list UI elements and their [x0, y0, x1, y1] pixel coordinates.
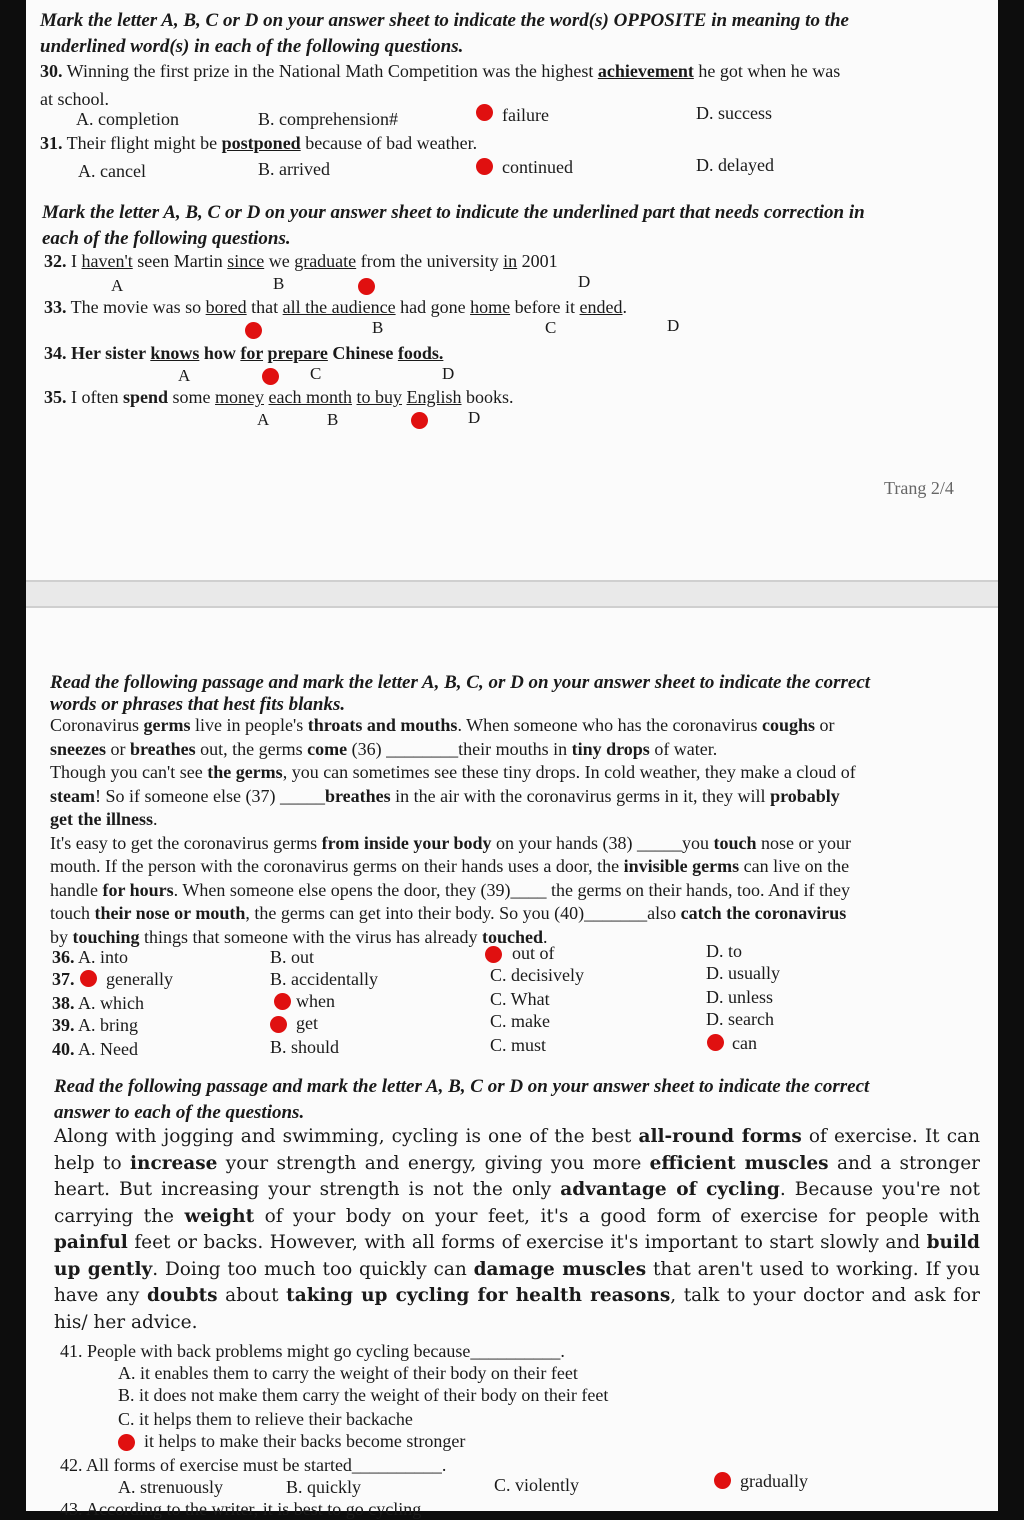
answer-marker-dot	[707, 1034, 724, 1051]
q35-letter-b: B	[327, 410, 339, 429]
q31-option-a[interactable]: A. cancel	[78, 161, 146, 181]
q34-letter-c: C	[310, 364, 322, 383]
q36-option-b[interactable]: B. out	[270, 947, 315, 967]
q38-option-d[interactable]: D. unless	[706, 987, 773, 1007]
question-31: 31. Their flight might be postponed because of bad weather.	[40, 133, 478, 153]
q34-letter-d: D	[442, 364, 455, 383]
q39-option-d[interactable]: D. search	[706, 1009, 774, 1029]
q37-option-b[interactable]: B. accidentally	[270, 969, 378, 989]
passage-line: handle for hours. When someone else opens the door, they (39)____ the germs on their hands, too. And if they	[50, 879, 850, 900]
question-42: 42. All forms of exercise must be started__________.	[60, 1455, 447, 1475]
q42-option-c[interactable]: C. violently	[494, 1475, 579, 1495]
answer-marker-dot	[476, 158, 493, 175]
answer-marker-dot	[80, 970, 97, 987]
q36-option-c[interactable]: out of	[512, 943, 555, 963]
answer-marker-dot	[485, 946, 502, 963]
passage-line: get the illness.	[50, 809, 158, 829]
q40-option-d[interactable]: can	[732, 1033, 757, 1053]
q42-option-b[interactable]: B. quickly	[286, 1477, 361, 1497]
answer-marker-dot	[274, 993, 291, 1010]
passage-line: sneezes or breathes out, the germs come (36) ________their mouths in tiny drops of water.	[50, 738, 718, 759]
q41-option-b[interactable]: B. it does not make them carry the weight of their body on their feet	[118, 1385, 609, 1405]
q30-option-c[interactable]: failure	[502, 105, 549, 125]
answer-marker-dot	[262, 368, 279, 385]
q38-option-b[interactable]: when	[296, 991, 335, 1011]
q33-letter-c: C	[545, 318, 557, 337]
q35-letter-d: D	[468, 408, 481, 427]
q41-option-d[interactable]: it helps to make their backs become stronger	[144, 1431, 466, 1451]
passage-line: mouth. If the person with the coronavirus germs on their hands uses a door, the invisible germs can live on the	[50, 856, 850, 876]
q37-option-a[interactable]: generally	[106, 969, 173, 989]
question-43-partial: 43. According to the writer, it is best to go cycling	[60, 1499, 422, 1519]
q31-option-b[interactable]: B. arrived	[258, 159, 330, 179]
q39-number-option-a[interactable]: 39. A. bring	[52, 1015, 139, 1035]
section1-instruction: Mark the letter A, B, C or D on your answer sheet to indicate the word(s) OPPOSITE in meaning to the	[40, 10, 849, 31]
question-32: 32. I haven't seen Martin since we graduate from the university in 2001	[44, 251, 558, 271]
q30-option-a[interactable]: A. completion	[76, 109, 179, 129]
q30-option-d[interactable]: D. success	[696, 103, 772, 123]
answer-marker-dot	[476, 104, 493, 121]
q32-letter-a: A	[111, 276, 124, 295]
section4-instruction: Read the following passage and mark the letter A, B, C or D on your answer sheet to indicate the correct	[54, 1076, 870, 1097]
exam-page-1	[26, 0, 998, 580]
q39-option-c[interactable]: C. make	[490, 1011, 550, 1031]
q36-option-d[interactable]: D. to	[706, 941, 742, 961]
question-33: 33. The movie was so bored that all the audience had gone home before it ended.	[44, 297, 628, 317]
q34-letter-a: A	[178, 366, 191, 385]
passage-line: It's easy to get the coronavirus germs from inside your body on your hands (38) _____you touch nose or your	[50, 832, 852, 853]
q37-option-c[interactable]: C. decisively	[490, 965, 584, 985]
section3-instruction: Read the following passage and mark the letter A, B, C, or D on your answer sheet to indicate the correct	[50, 672, 871, 693]
passage-line: steam! So if someone else (37) _____breathes in the air with the coronavirus germs in it, they will probably	[50, 785, 840, 806]
q31-option-d[interactable]: D. delayed	[696, 155, 774, 175]
page-separator	[26, 580, 998, 608]
q33-letter-d: D	[667, 316, 680, 335]
q42-option-d[interactable]: gradually	[740, 1471, 808, 1491]
section2-instruction: Mark the letter A, B, C or D on your answer sheet to indicute the underlined part that needs correction in	[42, 202, 865, 223]
passage-line: Coronavirus germs live in people's throats and mouths. When someone who has the coronavirus coughs or	[50, 715, 835, 735]
answer-marker-dot	[358, 278, 375, 295]
q32-letter-b: B	[273, 274, 285, 293]
question-34: 34. Her sister knows how for prepare Chinese foods.	[44, 343, 444, 363]
answer-marker-dot	[245, 322, 262, 339]
question-30: 30. Winning the first prize in the National Math Competition was the highest achievement he got when he was	[40, 61, 841, 81]
q33-letter-b: B	[372, 318, 384, 337]
section1-instruction-line2: underlined word(s) in each of the following questions.	[40, 36, 464, 57]
q42-option-a[interactable]: A. strenuously	[118, 1477, 223, 1497]
q41-option-a[interactable]: A. it enables them to carry the weight of their body on their feet	[118, 1363, 578, 1383]
q38-number-option-a[interactable]: 38. A. which	[52, 993, 145, 1013]
q31-option-c[interactable]: continued	[502, 157, 573, 177]
q40-option-b[interactable]: B. should	[270, 1037, 340, 1057]
passage-line: Though you can't see the germs, you can sometimes see these tiny drops. In cold weather, they make a cloud of	[50, 762, 856, 782]
q39-option-b[interactable]: get	[296, 1013, 318, 1033]
answer-marker-dot	[270, 1016, 287, 1033]
section4-instruction-line2: answer to each of the questions.	[54, 1102, 305, 1123]
section3-instruction-line2: words or phrases that hest fits blanks.	[50, 694, 346, 715]
answer-marker-dot	[411, 412, 428, 429]
question-41: 41. People with back problems might go cycling because__________.	[60, 1341, 565, 1361]
q41-option-c[interactable]: C. it helps them to relieve their backache	[118, 1409, 413, 1429]
q36-number-option-a[interactable]: 36. A. into	[52, 947, 129, 967]
q35-letter-a: A	[257, 410, 270, 429]
passage-line: touch their nose or mouth, the germs can get into their body. So you (40)_______also catch the coronavirus	[50, 903, 847, 923]
q37-number: 37.	[52, 969, 75, 989]
q38-option-c[interactable]: C. What	[490, 989, 550, 1009]
page-number: Trang 2/4	[884, 478, 954, 498]
q37-option-d[interactable]: D. usually	[706, 963, 780, 983]
section2-instruction-line2: each of the following questions.	[42, 228, 291, 249]
q40-number-option-a[interactable]: 40. A. Need	[52, 1039, 138, 1059]
passage-cycling: Along with jogging and swimming, cycling is one of the best all-round forms of exercise. It can help to increase your strength and energy, giving you more efficient muscles and a stronger heart. But increasing your strength is not the only advantage of cycling. Because you're not carrying the weight of your body on your feet, it's a good form of exercise for people with painful feet or backs. However, with all forms of exercise it's important to start slowly and build up gently. Doing too much too quickly can damage muscles that aren't used to working. If you have any doubts about taking up cycling for health reasons, talk to your doctor and ask for his/ her advice.	[54, 1126, 980, 1333]
passage-coronavirus	[50, 714, 980, 949]
q40-option-c[interactable]: C. must	[490, 1035, 547, 1055]
question-35: 35. I often spend some money each month to buy English books.	[44, 387, 514, 407]
question-30-line2: at school.	[40, 89, 109, 109]
passage-line: by touching things that someone with the virus has already touched.	[50, 926, 548, 947]
answer-marker-dot	[118, 1434, 135, 1451]
q30-option-b[interactable]: B. comprehension#	[258, 109, 398, 129]
q32-letter-d: D	[578, 272, 591, 291]
answer-marker-dot	[714, 1472, 731, 1489]
